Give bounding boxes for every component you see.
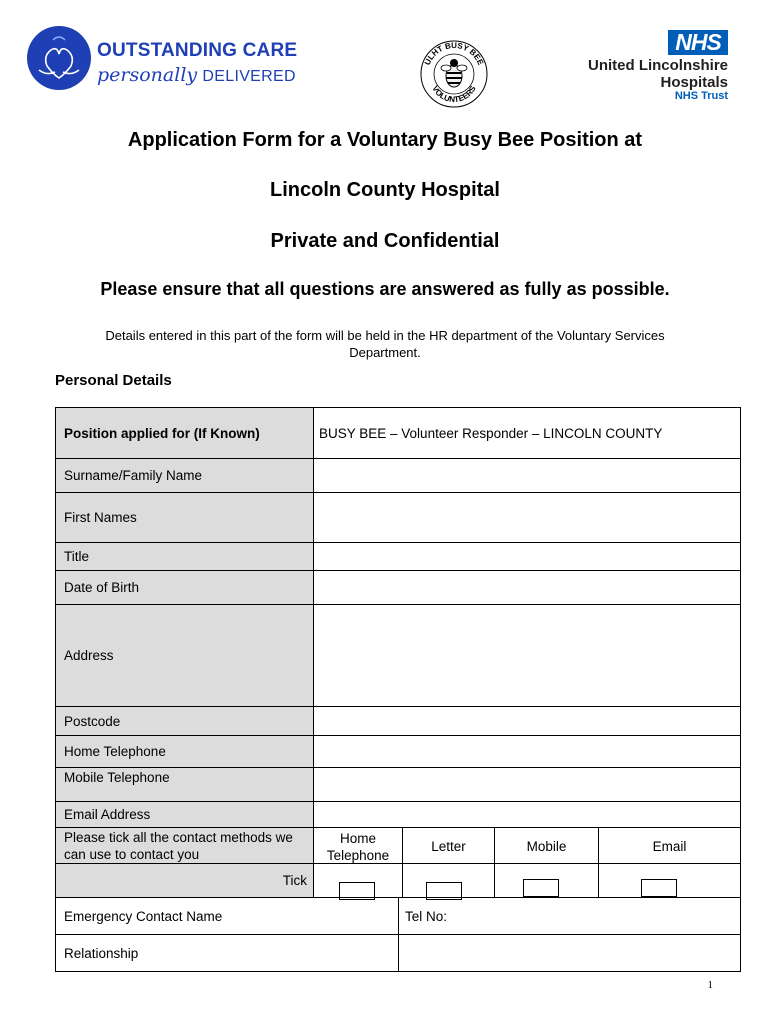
- badge-bottom-text: VOLUNTEERS: [430, 84, 478, 105]
- col-letter: Letter: [431, 839, 466, 854]
- contact-methods-label: Please tick all the contact methods we can use to contact you: [56, 828, 313, 863]
- mobile-label: Mobile Telephone: [56, 768, 313, 801]
- email-input[interactable]: [314, 802, 740, 827]
- column-divider: [402, 827, 403, 897]
- hr-note: [0, 327, 770, 361]
- col-email: Email: [652, 839, 687, 854]
- logo-caps-text: DELIVERED: [202, 68, 296, 85]
- form-title-line1: Application Form for a Voluntary Busy Bee Position at: [127, 129, 643, 151]
- logo-line2: [97, 64, 296, 87]
- nhs-trust-logo: [558, 30, 728, 102]
- personal-details-form: [55, 407, 741, 972]
- hr-note-text: Details entered in this part of the form will be held in the HR department of the Voluntary Services Department.: [105, 328, 665, 360]
- relationship-input[interactable]: [399, 935, 740, 971]
- tel-no-label[interactable]: Tel No:: [405, 908, 448, 924]
- form-title-line3: Private and Confidential: [270, 230, 500, 252]
- badge-top-text: ULHT BUSY BEE: [422, 40, 486, 67]
- row-divider: [56, 542, 740, 543]
- column-divider: [398, 897, 399, 971]
- mobile-input[interactable]: [314, 768, 740, 801]
- position-label: Position applied for (If Known): [56, 408, 313, 458]
- row-divider: [56, 706, 740, 707]
- column-divider: [494, 827, 495, 897]
- section-title: Personal Details: [55, 372, 172, 389]
- row-divider: [56, 492, 740, 493]
- instruction-text: Please ensure that all questions are answered as fully as possible.: [100, 279, 670, 299]
- address-label: Address: [56, 605, 313, 706]
- email-checkbox[interactable]: [641, 879, 677, 897]
- tick-label: Tick: [56, 864, 313, 897]
- hands-heart-icon: [27, 26, 91, 90]
- row-divider: [56, 570, 740, 571]
- surname-label: Surname/Family Name: [56, 459, 313, 492]
- title-label: Title: [56, 543, 313, 570]
- nhs-badge: NHS: [668, 30, 728, 55]
- title-input[interactable]: [314, 543, 740, 570]
- row-divider: [56, 827, 740, 828]
- row-divider: [56, 863, 740, 864]
- row-divider: [56, 735, 740, 736]
- home-phone-input[interactable]: [314, 736, 740, 767]
- outstanding-care-logo: [27, 26, 298, 96]
- bee-icon: [441, 59, 467, 87]
- postcode-input[interactable]: [314, 707, 740, 735]
- col-home-telephone: Home Telephone: [326, 831, 390, 863]
- row-divider: [56, 801, 740, 802]
- trust-name-line2: Hospitals: [660, 74, 728, 91]
- emergency-contact-label: Emergency Contact Name: [64, 908, 223, 924]
- trust-subtitle: NHS Trust: [674, 90, 728, 102]
- first-names-label: First Names: [56, 493, 313, 542]
- dob-input[interactable]: [314, 571, 740, 604]
- logo-script-text: personally: [97, 64, 198, 86]
- address-input[interactable]: [314, 605, 740, 706]
- col-mobile: Mobile: [526, 839, 567, 854]
- surname-input[interactable]: [314, 459, 740, 492]
- busy-bee-volunteers-badge: [418, 38, 490, 110]
- column-divider: [598, 827, 599, 897]
- trust-name: [588, 57, 728, 91]
- trust-name-line1: United Lincolnshire: [587, 57, 728, 74]
- position-value[interactable]: BUSY BEE – Volunteer Responder – LINCOLN COUNTY: [319, 425, 663, 441]
- postcode-label: Postcode: [56, 707, 313, 735]
- logo-line1: OUTSTANDING CARE: [97, 40, 298, 61]
- column-divider: [313, 408, 314, 897]
- first-names-input[interactable]: [314, 493, 740, 542]
- home-phone-label: Home Telephone: [56, 736, 313, 767]
- mobile-checkbox[interactable]: [523, 879, 559, 897]
- row-divider: [56, 604, 740, 605]
- row-divider: [56, 458, 740, 459]
- relationship-label: Relationship: [64, 945, 139, 961]
- form-title-line2: Lincoln County Hospital: [270, 179, 500, 201]
- email-label: Email Address: [56, 802, 313, 827]
- dob-label: Date of Birth: [56, 571, 313, 604]
- row-divider: [56, 767, 740, 768]
- page-number: 1: [707, 979, 713, 991]
